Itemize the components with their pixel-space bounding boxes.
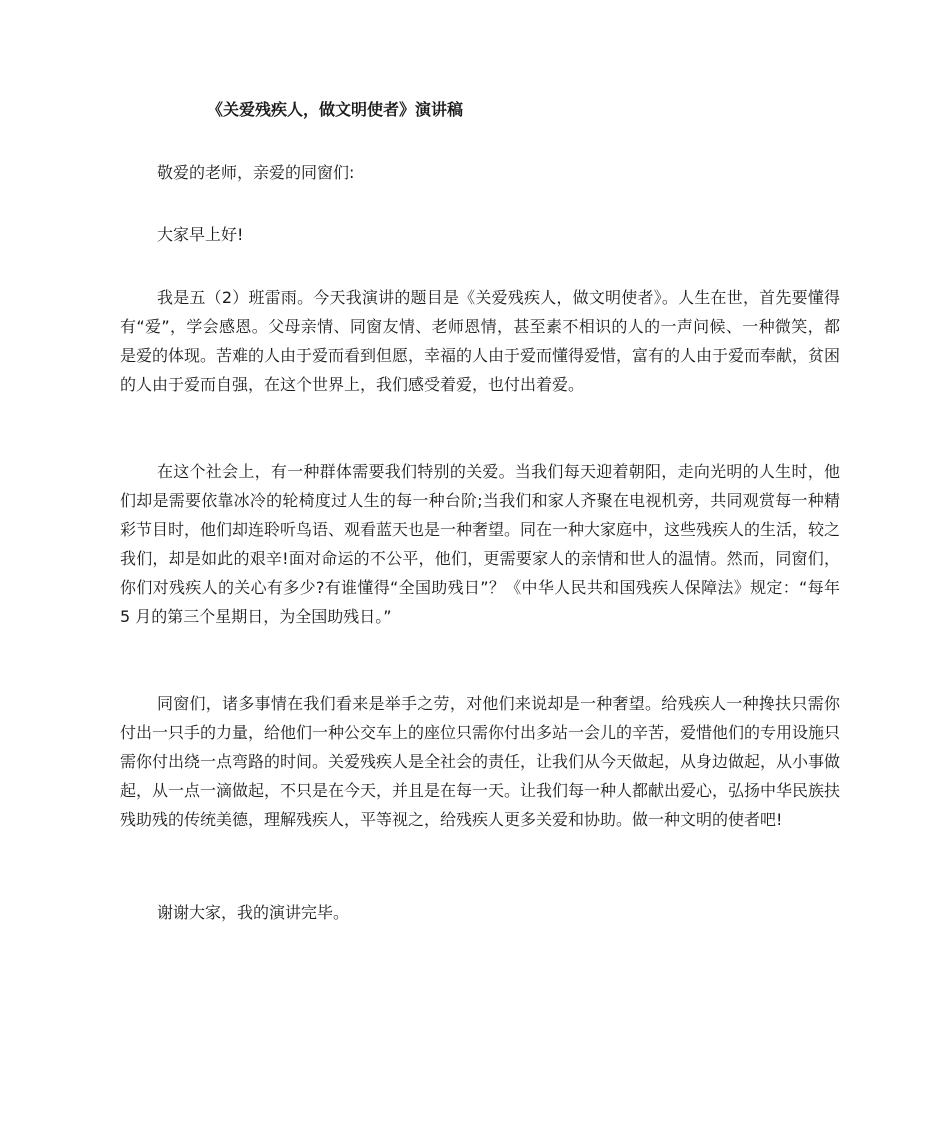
closing-paragraph: 谢谢大家，我的演讲完毕。: [157, 903, 350, 922]
morning-greeting-paragraph: 大家早上好!: [157, 225, 244, 244]
body-paragraph-1: 我是五（2）班雷雨。今天我演讲的题目是《关爱残疾人，做文明使者》。人生在世，首先要懂得有“爱”，学会感恩。父母亲情、同窗友情、老师恩情，甚至素不相识的人的一声问候、一种微笑，都是爱的体现。苦难的人由于爱而看到但愿，幸福的人由于爱而懂得爱惜，富有的人由于爱而奉献，贫困的人由于爱而自强，在这个世界上，我们感受着爱，也付出着爱。: [120, 288, 841, 394]
greeting-paragraph: 敬爱的老师，亲爱的同窗们:: [157, 163, 355, 182]
body-paragraph-2: 在这个社会上，有一种群体需要我们特别的关爱。当我们每天迎着朝阳，走向光明的人生时，他们却是需要依靠冰冷的轮椅度过人生的每一种台阶;当我们和家人齐聚在电视机旁，共同观赏每一种精彩节目时，他们却连聆听鸟语、观看蓝天也是一种奢望。同在一种大家庭中，这些残疾人的生活，较之我们，却是如此的艰辛!面对命运的不公平，他们，更需要家人的亲情和世人的温情。然而，同窗们，你们对残疾人的关心有多少?有谁懂得“全国助残日”？《中华人民共和国残疾人保障法》规定：“每年 5 月的第三个星期日，为全国助残日。”: [120, 462, 841, 626]
document-title: 《关爱残疾人，做文明使者》演讲稿: [207, 100, 464, 119]
body-paragraph-3: 同窗们，诸多事情在我们看来是举手之劳，对他们来说却是一种奢望。给残疾人一种搀扶只需你付出一只手的力量，给他们一种公交车上的座位只需你付出多站一会儿的辛苦，爱惜他们的专用设施只需你付出绕一点弯路的时间。关爱残疾人是全社会的责任，让我们从今天做起，从身边做起，从小事做起，从一点一滴做起，不只是在今天，并且是在每一天。让我们每一种人都献出爱心，弘扬中华民族扶残助残的传统美德，理解残疾人，平等视之，给残疾人更多关爱和协助。做一种文明的使者吧!: [120, 694, 841, 829]
